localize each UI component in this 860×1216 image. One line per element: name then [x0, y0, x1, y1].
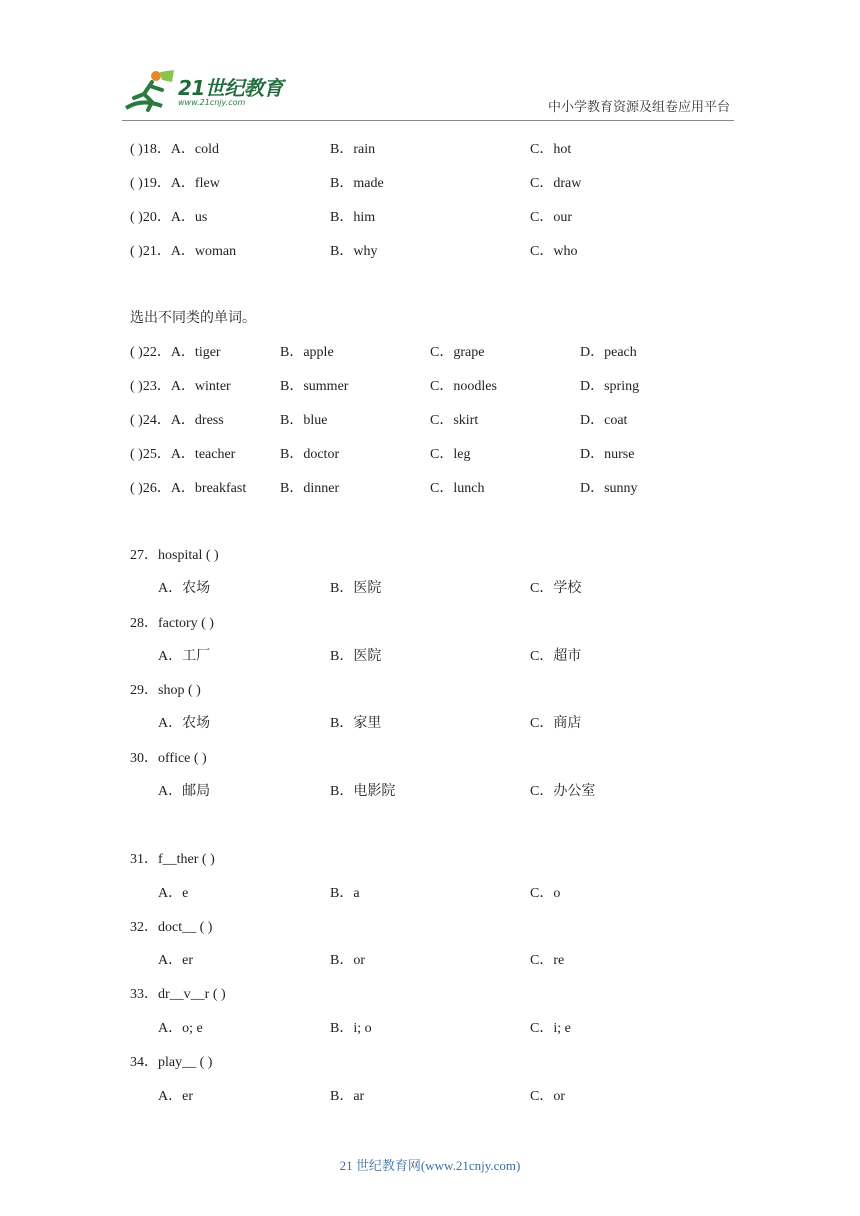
- option-c: C．re: [530, 953, 565, 968]
- question-stem: ( )21．A．woman: [130, 244, 237, 259]
- question-stem: 33．dr__v__r ( ): [130, 987, 226, 1002]
- option-c: C．or: [530, 1089, 565, 1104]
- question-stem: ( )18．A．cold: [130, 142, 220, 157]
- header-divider: [122, 120, 734, 121]
- option-c: C．办公室: [530, 784, 596, 799]
- question-stem: ( )24．A．dress: [130, 413, 224, 428]
- question-stem: ( )22．A．tiger: [130, 345, 221, 360]
- logo: [122, 68, 292, 116]
- option-a: A．农场: [158, 581, 211, 596]
- question-stem: ( )19．A．flew: [130, 176, 220, 191]
- question-stem: ( )20．A．us: [130, 210, 208, 225]
- option-b: B．rain: [330, 142, 376, 157]
- option-b: B．why: [330, 244, 378, 259]
- option-a: A．er: [158, 953, 193, 968]
- option-d: D．nurse: [580, 447, 635, 462]
- option-b: B．a: [330, 886, 360, 901]
- question-stem: 34．play__ ( ): [130, 1055, 213, 1070]
- option-b: B．i; o: [330, 1021, 372, 1036]
- question-stem: 32．doct__ ( ): [130, 920, 213, 935]
- option-b: B．or: [330, 953, 365, 968]
- option-b: B．doctor: [280, 447, 340, 462]
- question-stem: 29．shop ( ): [130, 683, 201, 698]
- option-a: A．e: [158, 886, 189, 901]
- option-c: C．i; e: [530, 1021, 571, 1036]
- option-b: B．医院: [330, 581, 382, 596]
- logo-text: 21世纪教育: [178, 76, 283, 100]
- option-c: C．lunch: [430, 481, 485, 496]
- option-c: C．who: [530, 244, 578, 259]
- option-b: B．电影院: [330, 784, 396, 799]
- option-c: C．draw: [530, 176, 582, 191]
- option-a: A．邮局: [158, 784, 211, 799]
- option-b: B．made: [330, 176, 384, 191]
- option-c: C．学校: [530, 581, 582, 596]
- option-a: A．农场: [158, 716, 211, 731]
- question-stem: 28．factory ( ): [130, 616, 214, 631]
- option-d: D．sunny: [580, 481, 638, 496]
- option-a: A．工厂: [158, 649, 211, 664]
- question-stem: ( )26．A．breakfast: [130, 481, 247, 496]
- option-d: D．coat: [580, 413, 628, 428]
- question-stem: ( )25．A．teacher: [130, 447, 236, 462]
- logo-url: www.21cnjy.com: [178, 98, 246, 107]
- option-c: C．our: [530, 210, 572, 225]
- option-a: A．o; e: [158, 1021, 203, 1036]
- option-b: B．summer: [280, 379, 349, 394]
- option-b: B．医院: [330, 649, 382, 664]
- option-c: C．hot: [530, 142, 572, 157]
- footer-link[interactable]: 21 世纪教育网(www.21cnjy.com): [339, 1158, 521, 1173]
- question-stem: ( )23．A．winter: [130, 379, 231, 394]
- option-b: B．him: [330, 210, 376, 225]
- option-c: C．o: [530, 886, 561, 901]
- option-b: B．blue: [280, 413, 328, 428]
- option-c: C．skirt: [430, 413, 479, 428]
- option-b: B．apple: [280, 345, 334, 360]
- option-c: C．超市: [530, 649, 582, 664]
- platform-title: 中小学教育资源及组卷应用平台: [548, 100, 731, 115]
- option-c: C．grape: [430, 345, 485, 360]
- option-a: A．er: [158, 1089, 193, 1104]
- option-c: C．商店: [530, 716, 582, 731]
- option-b: B．ar: [330, 1089, 365, 1104]
- question-stem: 30．office ( ): [130, 751, 207, 766]
- option-d: D．spring: [580, 379, 640, 394]
- runner-icon: [122, 68, 178, 114]
- question-stem: 27．hospital ( ): [130, 548, 219, 563]
- section-2-title: 选出不同类的单词。: [130, 310, 256, 326]
- option-c: C．noodles: [430, 379, 497, 394]
- option-b: B．dinner: [280, 481, 340, 496]
- option-b: B．家里: [330, 716, 382, 731]
- question-stem: 31．f__ther ( ): [130, 852, 215, 867]
- option-c: C．leg: [430, 447, 471, 462]
- option-d: D．peach: [580, 345, 637, 360]
